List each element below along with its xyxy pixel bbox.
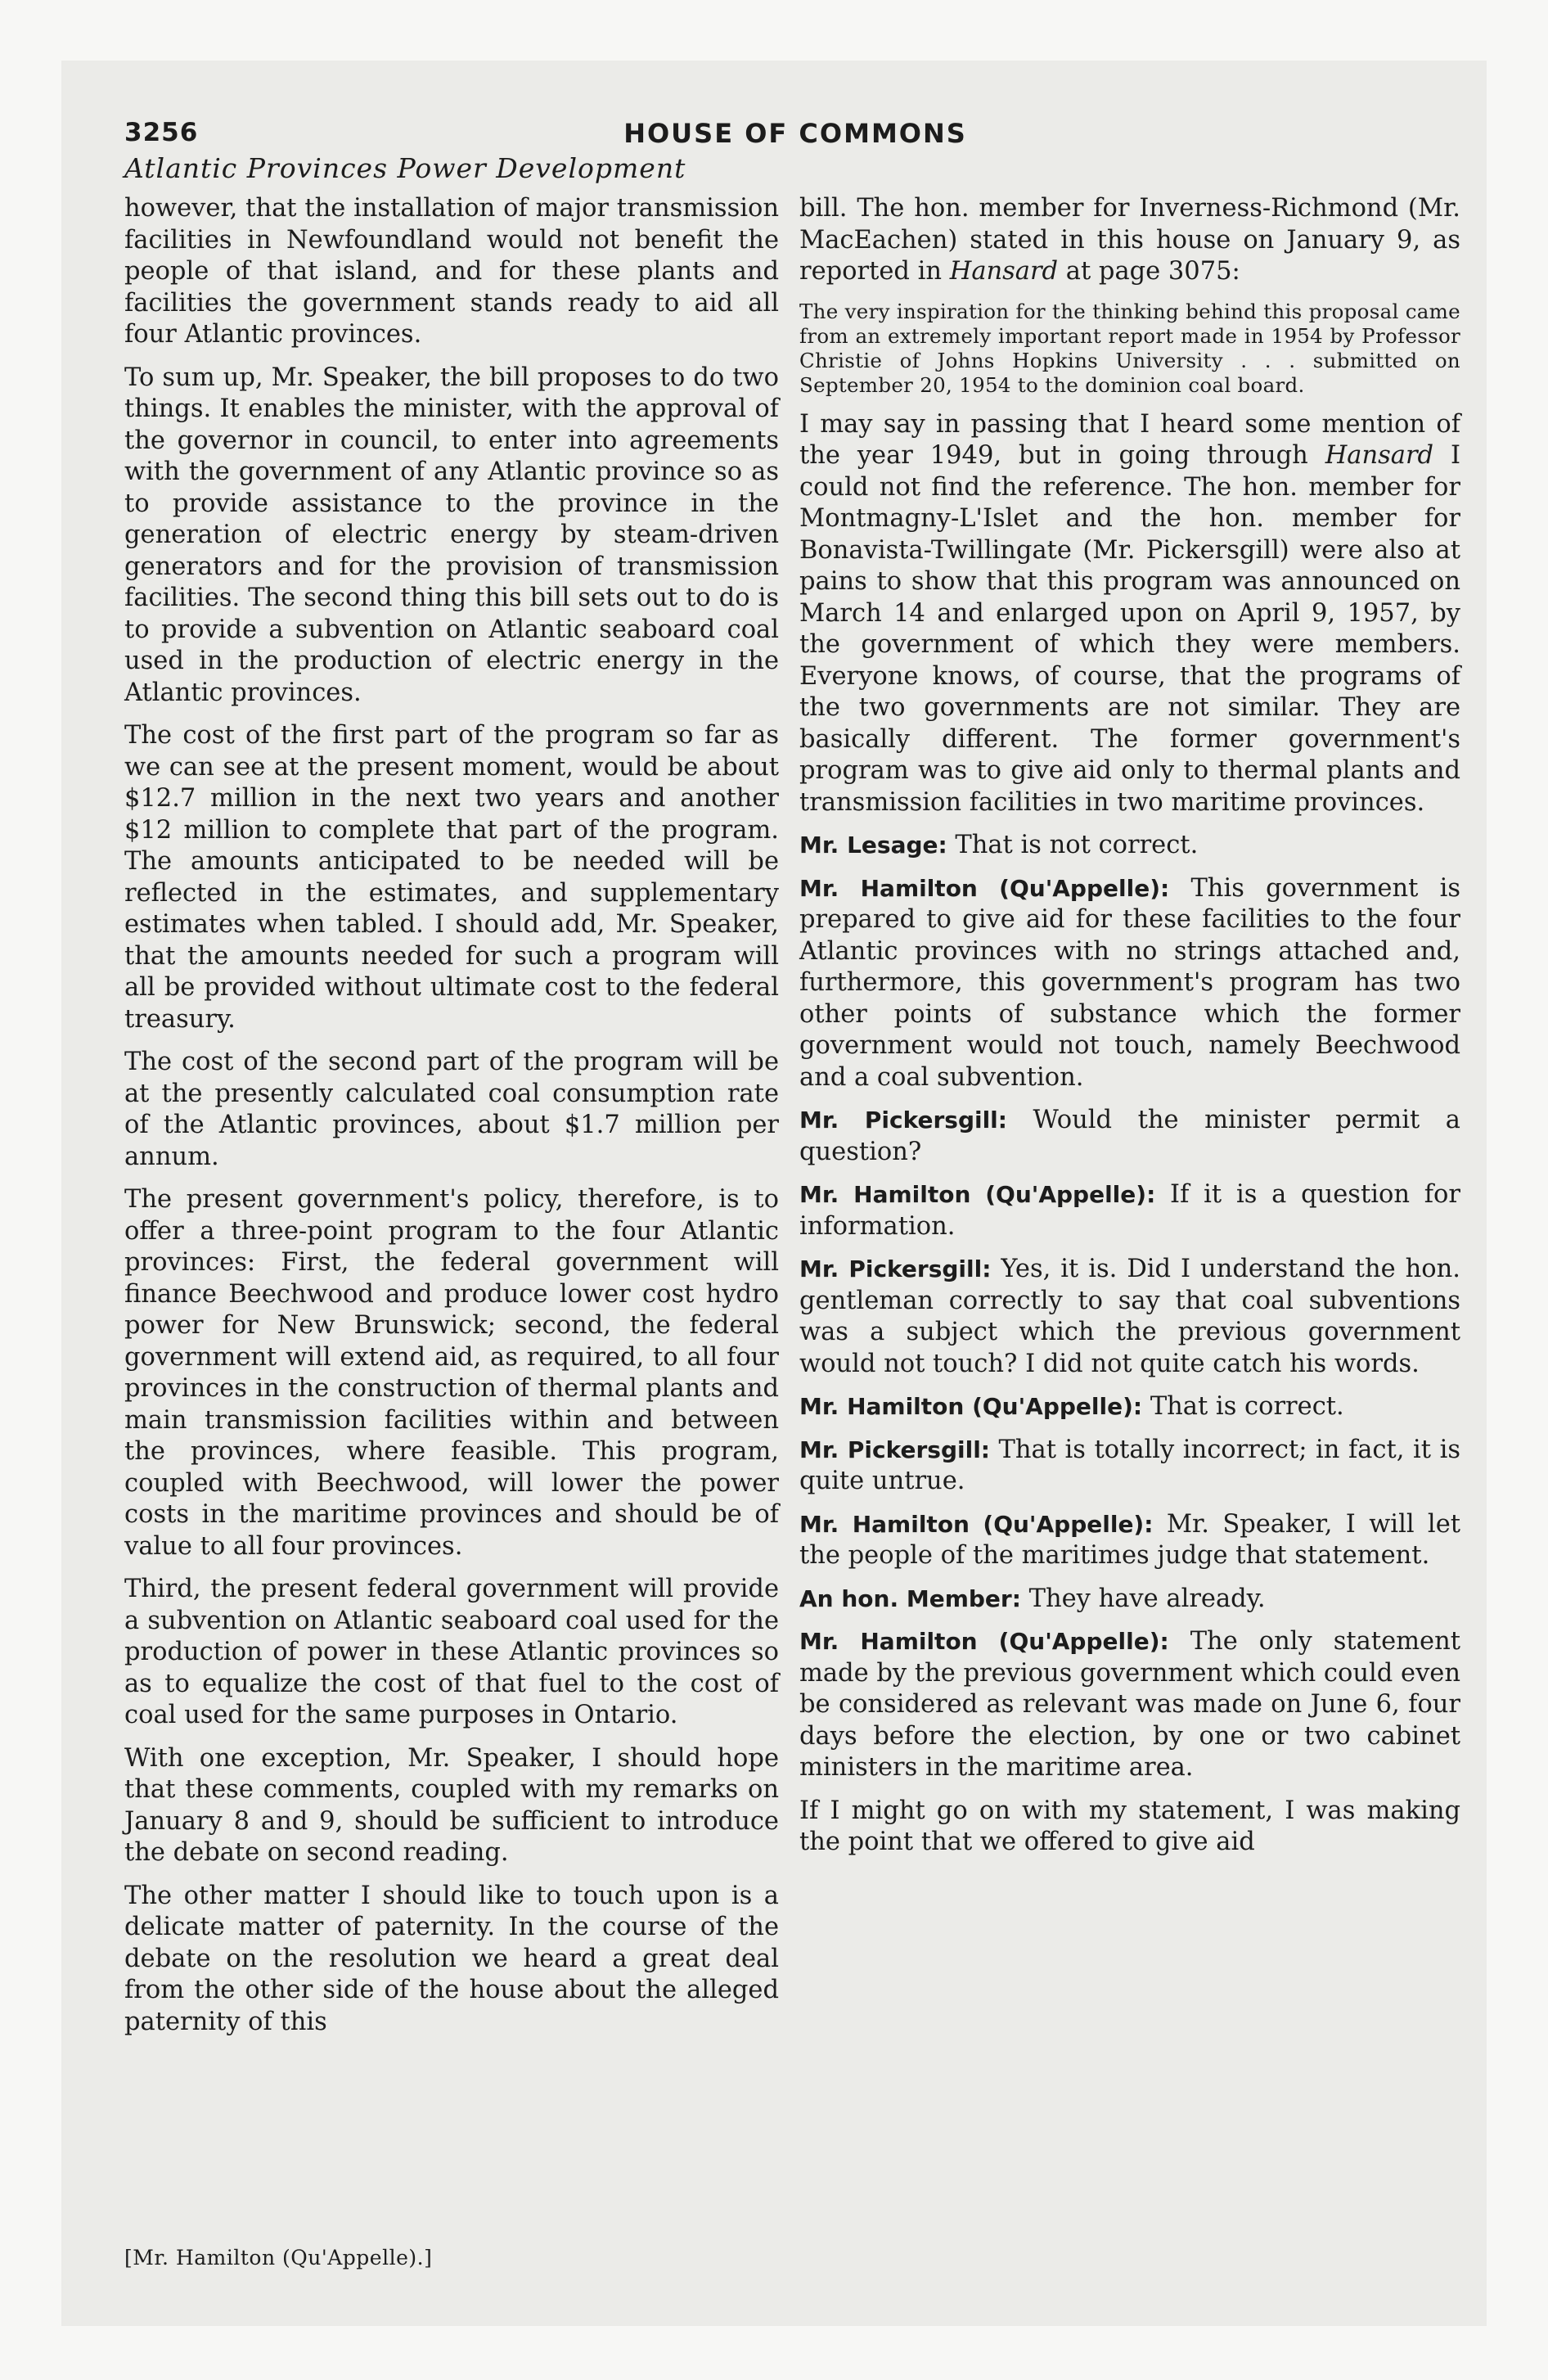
text-run: I may say in passing that I heard some mention of the year 1949, but in going through	[799, 409, 1460, 470]
paragraph: The cost of the second part of the program will be at the presently calculated coal consumption rate of the Atlantic provinces, about $1.7 million per annum.	[124, 1048, 779, 1171]
speech-text: Would the minister permit a question?	[799, 1106, 1460, 1166]
paragraph: If I might go on with my statement, I was making the point that we offered to give aid	[799, 1796, 1460, 1856]
speech-text: They have already.	[1028, 1584, 1266, 1613]
paragraph: Third, the present federal government will provide a subvention on Atlantic seaboard coal used for the production of power in these Atlantic provinces so as to equalize the cost of that fuel to the cost of coal used for the same purposes in Ontario.	[124, 1575, 779, 1729]
speech-text: That is not correct.	[955, 831, 1199, 859]
exchange	[799, 1509, 1460, 1572]
speaker-name: Mr. Pickersgill:	[799, 1255, 992, 1282]
left-column	[124, 193, 779, 2049]
block-quote: The very inspiration for the thinking behind this proposal came from an extremely important report made in 1954 by Professor Christie of Johns Hopkins University . . . submitted on September 20, 1954 to the dominion coal board.	[799, 299, 1460, 397]
paragraph: The cost of the first part of the program so far as we can see at the present moment, would be about $12.7 million in the next two years and another $12 million to complete that part of the program. The amounts anticipated to be needed will be reflected in the estimates, and supplementary estimates when tabled. I should add, Mr. Speaker, that the amounts needed for such a program will all be provided without ultimate cost to the federal treasury.	[124, 721, 779, 1034]
italic-text: Hansard	[949, 257, 1059, 286]
italic-text: Hansard	[1325, 441, 1434, 470]
paragraph	[799, 409, 1460, 819]
speech-text: Mr. Speaker, I will let the people of the maritimes judge that statement.	[799, 1509, 1460, 1570]
speaker-name: Mr. Hamilton (Qu'Appelle):	[799, 1181, 1156, 1208]
speaker-name: Mr. Hamilton (Qu'Appelle):	[799, 874, 1170, 902]
exchange	[799, 1179, 1460, 1242]
paragraph: The other matter I should like to touch upon is a delicate matter of paternity. In the course of the debate on the resolution we heard a great deal from the other side of the house about the alleged paternity of this	[124, 1881, 779, 2036]
section-title: Atlantic Provinces Power Development	[124, 152, 686, 184]
text-run: I could not find the reference. The hon. member for Montmagny-L'Islet and the hon. member for Bonavista-Twillingate (Mr. Pickersgill) were also at pains to show that this program was announced on March 14 and enlarged upon on April 9, 1957, by the government of which they were members. Everyone knows, of course, that the programs of the two governments are not similar. They are basically different. The former government's program was to give aid only to thermal plants and transmission facilities in two maritime provinces.	[799, 441, 1460, 817]
speech-text: If it is a question for information.	[799, 1180, 1460, 1241]
speech-text: That is correct.	[1150, 1392, 1344, 1421]
exchange	[799, 1105, 1460, 1168]
speech-text: This government is prepared to give aid for these facilities to the four Atlantic provinces with no strings attached and, furthermore, this government's program has two other points of substance which the former government would not touch, namely Beechwood and a coal subvention.	[799, 873, 1460, 1092]
exchange	[799, 1584, 1460, 1616]
paragraph	[799, 193, 1460, 288]
speech-text: The only statement made by the previous government which could even be considered as relevant was made on June 6, four days before the election, by one or two cabinet ministers in the maritime area.	[799, 1627, 1460, 1782]
speaker-name: Mr. Lesage:	[799, 832, 947, 859]
paragraph: With one exception, Mr. Speaker, I should hope that these comments, coupled with my remarks on January 8 and 9, should be sufficient to introduce the debate on second reading.	[124, 1743, 779, 1867]
text-run: at page 3075:	[1058, 257, 1240, 286]
speaker-name: Mr. Hamilton (Qu'Appelle):	[799, 1628, 1169, 1655]
speaker-name: Mr. Hamilton (Qu'Appelle):	[799, 1510, 1154, 1538]
paragraph: The present government's policy, therefore, is to offer a three-point program to the four Atlantic provinces: First, the federal government will finance Beechwood and produce lower cost hydro power for New Brunswick; second, the federal government will extend aid, as required, to all four provinces in the construction of thermal plants and main transmission facilities within and between the provinces, where feasible. This program, coupled with Beechwood, will lower the power costs in the maritime provinces and should be of value to all four provinces.	[124, 1185, 779, 1561]
speaker-name: Mr. Pickersgill:	[799, 1436, 990, 1463]
speaker-name: Mr. Pickersgill:	[799, 1107, 1007, 1134]
running-title: HOUSE OF COMMONS	[623, 118, 967, 149]
exchange	[799, 1435, 1460, 1498]
paragraph: To sum up, Mr. Speaker, the bill proposes to do two things. It enables the minister, with the approval of the governor in council, to enter into agreements with the government of any Atlantic province so as to provide assistance to the province in the generation of electric energy by steam-driven generators and for the provision of transmission facilities. The second thing this bill sets out to do is to provide a subvention on Atlantic seaboard coal used in the production of electric energy in the Atlantic provinces.	[124, 363, 779, 707]
speaker-footer-note: [Mr. Hamilton (Qu'Appelle).]	[124, 2246, 433, 2270]
right-column	[799, 193, 1460, 1870]
text-run: bill. The hon. member for Inverness-Richmond (Mr. MacEachen) stated in this house on January 9, as reported in	[799, 194, 1460, 286]
exchange	[799, 873, 1460, 1094]
exchange	[799, 1254, 1460, 1380]
exchange	[799, 830, 1460, 862]
speech-text: Yes, it is. Did I understand the hon. gentleman correctly to say that coal subventions was a subject which the previous government would not touch? I did not quite catch his words.	[799, 1255, 1461, 1378]
exchange	[799, 1626, 1460, 1784]
speaker-name: An hon. Member:	[799, 1584, 1021, 1612]
paragraph: however, that the installation of major transmission facilities in Newfoundland would not benefit the people of that island, and for these plants and facilities the government stands ready to aid all four Atlantic provinces.	[124, 194, 779, 349]
speaker-name: Mr. Hamilton (Qu'Appelle):	[799, 1393, 1143, 1420]
exchange	[799, 1391, 1460, 1423]
page-number: 3256	[124, 118, 199, 147]
speech-text: That is totally incorrect; in fact, it is quite untrue.	[799, 1435, 1460, 1495]
